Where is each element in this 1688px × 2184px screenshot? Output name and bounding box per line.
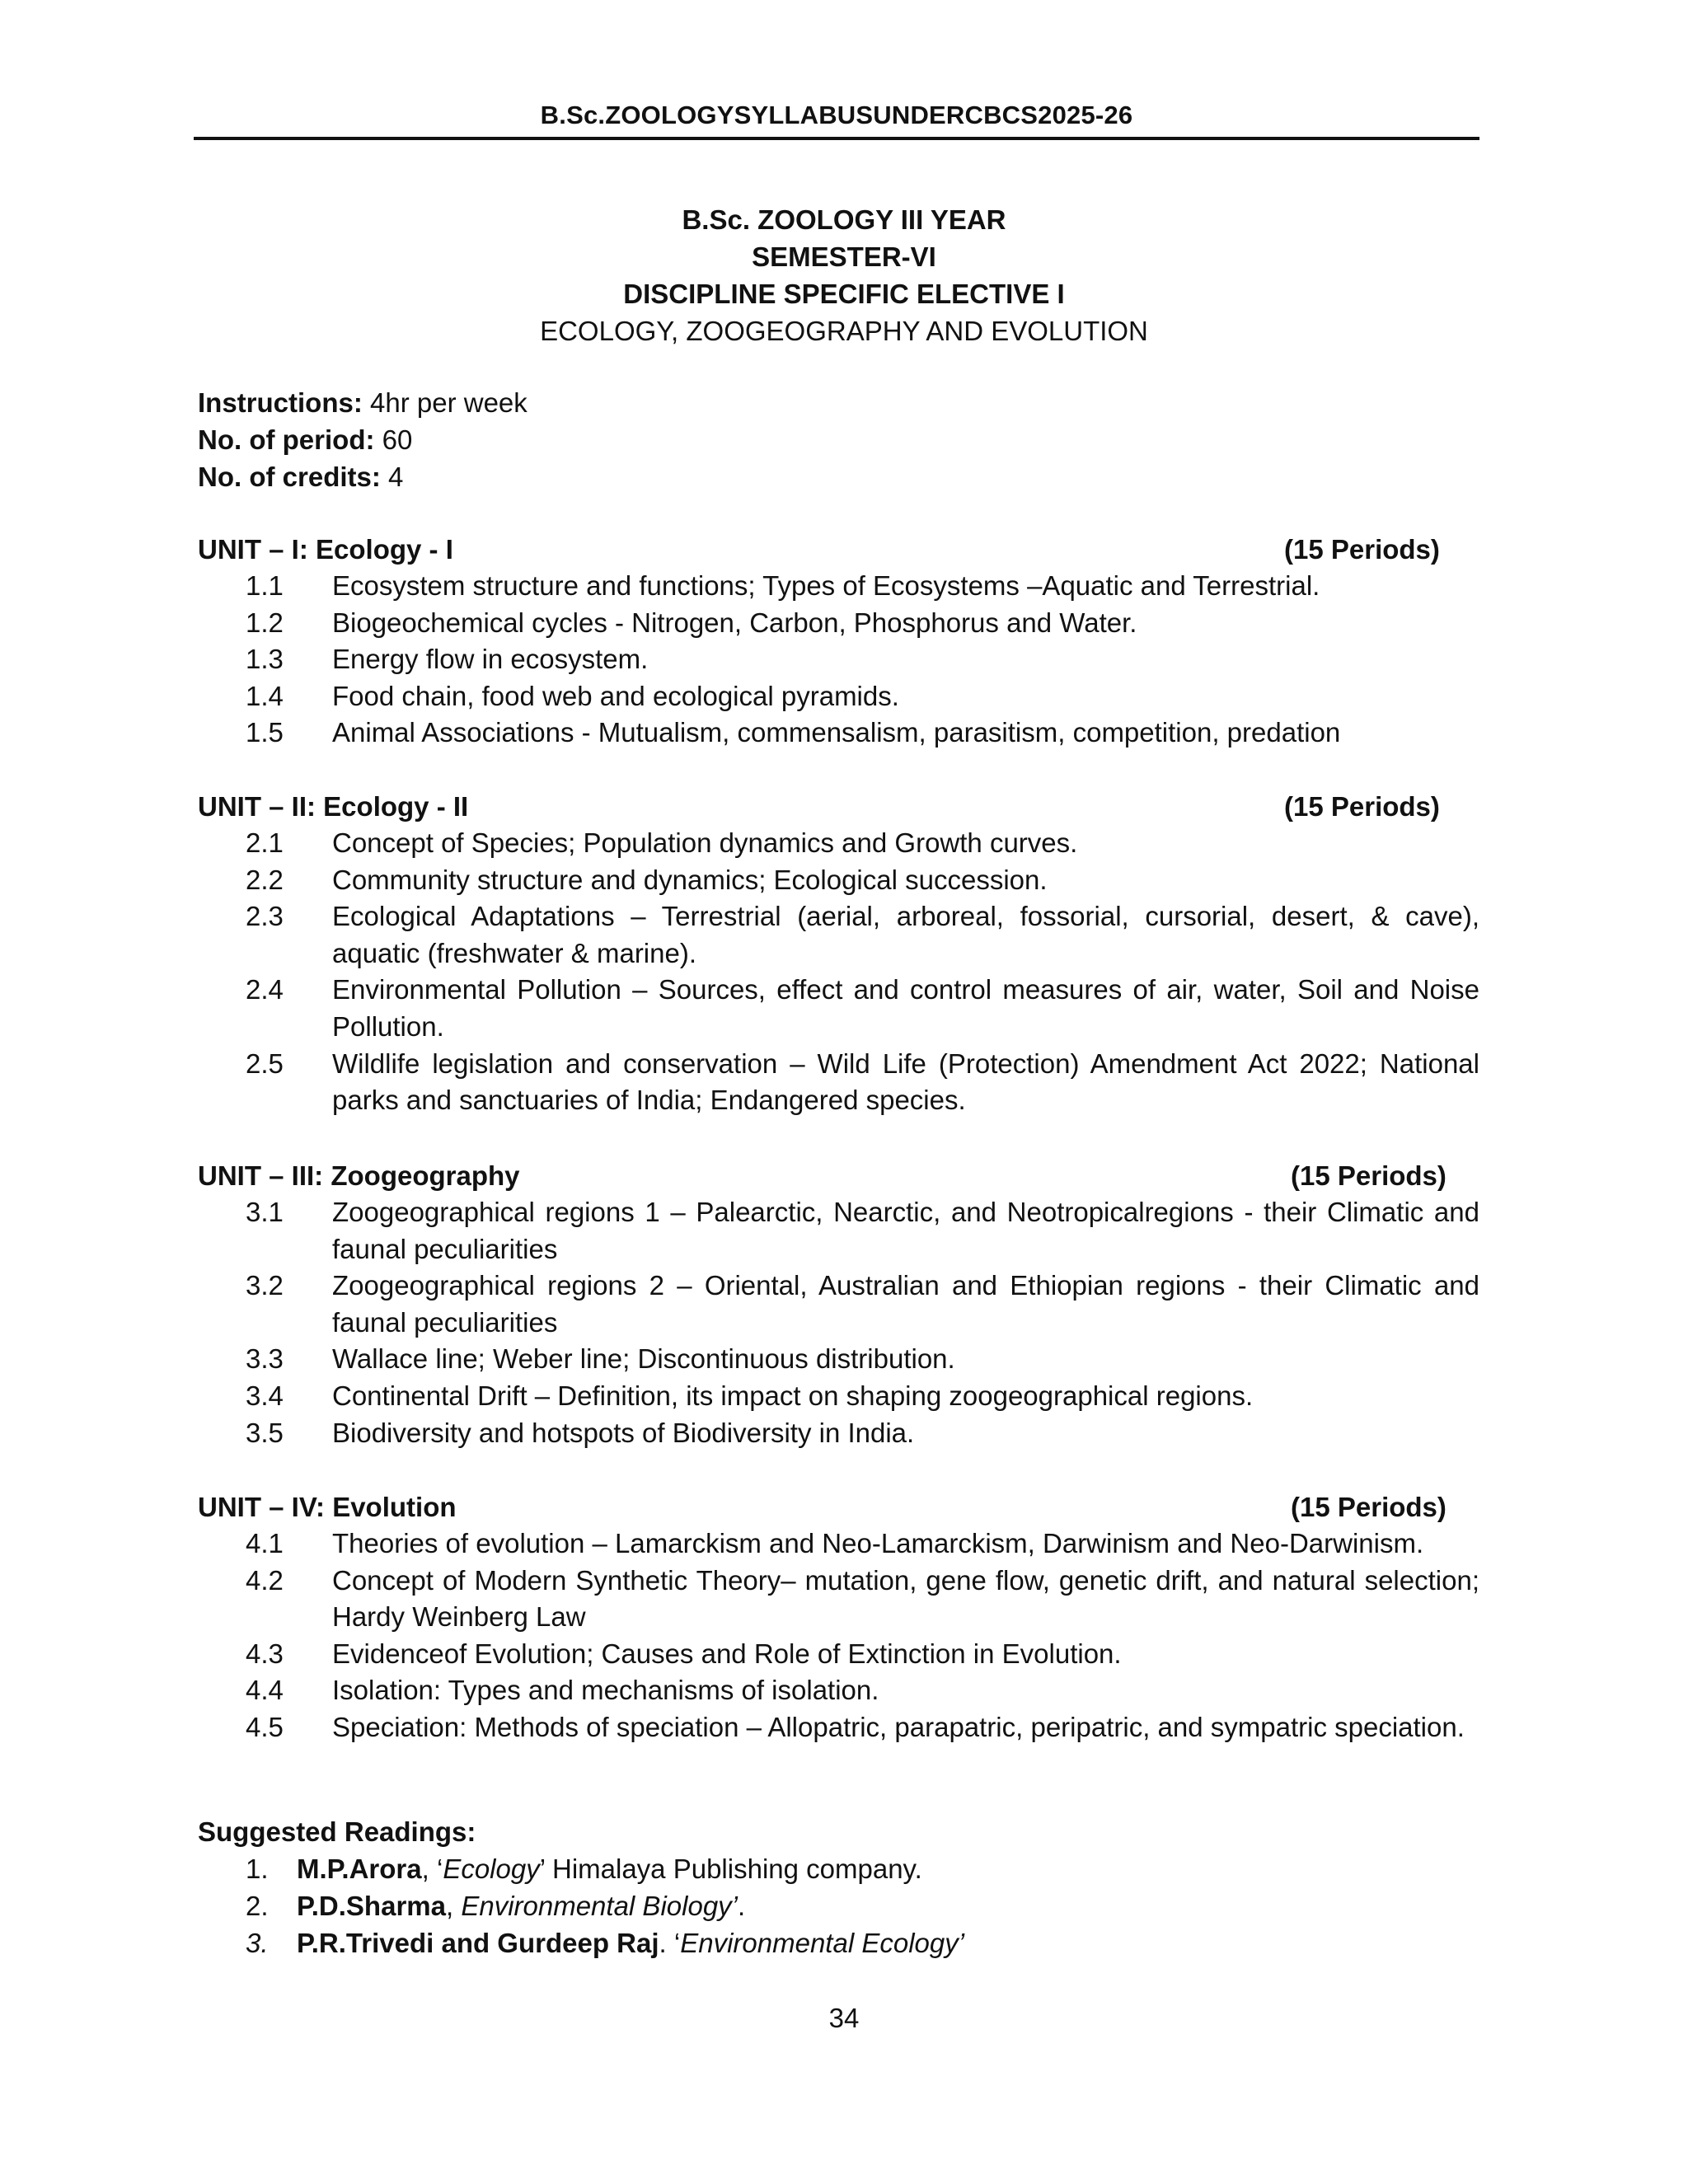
unit-title: UNIT – I: Ecology - I — [198, 534, 453, 565]
topic-item — [198, 1672, 1479, 1709]
topic-item — [198, 862, 1479, 899]
topic-text: Zoogeographical regions 2 – Oriental, Australian and Ethiopian regions - their Climatic and faunal peculiarities — [332, 1270, 1479, 1338]
instructions-row — [198, 384, 528, 421]
reading-text — [297, 1887, 745, 1924]
reading-text — [297, 1850, 922, 1887]
topic-item — [198, 1378, 1479, 1415]
topic-number: 3.4 — [246, 1380, 284, 1411]
topic-item — [198, 1268, 1479, 1341]
suggested-readings — [198, 1813, 1479, 1961]
topic-number: 4.3 — [246, 1638, 284, 1669]
topic-number: 2.4 — [246, 974, 284, 1005]
periods-row — [198, 421, 528, 458]
topic-text: Concept of Modern Synthetic Theory– mutation, gene flow, genetic drift, and natural selection; Hardy Weinberg Law — [332, 1564, 1479, 1633]
topic-number: 2.2 — [246, 864, 284, 895]
topic-text: Energy flow in ecosystem. — [332, 644, 649, 675]
unit-heading — [198, 531, 1479, 568]
reading-number: 3. — [246, 1928, 269, 1958]
topic-item — [198, 641, 1479, 678]
topic-text: Animal Associations - Mutualism, commensalism, parasitism, competition, predation — [332, 717, 1341, 748]
topic-item — [198, 1194, 1479, 1268]
topic-number: 4.5 — [246, 1711, 284, 1742]
topic-item — [198, 972, 1479, 1045]
topic-text: Wildlife legislation and conservation – Wild Life (Protection) Amendment Act 2022; National parks and sanctuaries of India; Endangered species. — [332, 1047, 1479, 1116]
reading-separator: . — [659, 1928, 674, 1958]
unit-periods: (15 Periods) — [1291, 1160, 1447, 1191]
topic-number: 3.1 — [246, 1197, 284, 1227]
topic-text: Evidenceof Evolution; Causes and Role of Extinction in Evolution. — [332, 1638, 1122, 1669]
course-title-block — [0, 201, 1688, 349]
unit-periods: (15 Periods) — [1284, 791, 1440, 822]
periods-label: No. of period: — [198, 424, 375, 455]
topic-number: 4.1 — [246, 1528, 284, 1558]
periods-value: 60 — [374, 424, 413, 455]
topic-item — [198, 825, 1479, 862]
topic-text: Theories of evolution – Lamarckism and Neo-Lamarckism, Darwinism and Neo-Darwinism. — [332, 1528, 1424, 1558]
unit-title: UNIT – II: Ecology - II — [198, 791, 469, 822]
reading-separator: , — [445, 1891, 462, 1921]
topic-text: Biogeochemical cycles - Nitrogen, Carbon, Phosphorus and Water. — [332, 607, 1137, 638]
credits-row — [198, 458, 528, 495]
topic-item — [198, 1046, 1479, 1119]
credits-value: 4 — [380, 462, 404, 492]
topic-number: 2.1 — [246, 827, 284, 858]
topic-item — [198, 605, 1479, 642]
topic-item — [198, 1636, 1479, 1673]
topic-number: 4.2 — [246, 1564, 284, 1596]
course-year-title: B.Sc. ZOOLOGY III YEAR — [682, 204, 1006, 235]
topic-number: 1.1 — [246, 570, 284, 601]
reading-item — [198, 1924, 1479, 1961]
reading-author: P.D.Sharma — [297, 1891, 446, 1921]
topic-item — [198, 568, 1479, 605]
reading-item — [198, 1887, 1479, 1924]
unit-title: UNIT – III: Zoogeography — [198, 1160, 520, 1191]
page-number: 34 — [828, 2003, 860, 2033]
reading-publisher: . — [738, 1891, 746, 1921]
readings-heading: Suggested Readings: — [198, 1816, 476, 1847]
running-header: B.Sc.ZOOLOGYSYLLABUSUNDERCBCS2025-26 — [540, 101, 1133, 129]
reading-title: Environmental Biology’ — [461, 1891, 738, 1921]
topic-text: Continental Drift – Definition, its impact on shaping zoogeographical regions. — [332, 1380, 1254, 1411]
topic-number: 1.2 — [246, 607, 284, 638]
unit-3 — [198, 1157, 1479, 1451]
unit-heading — [198, 1488, 1479, 1526]
topic-item — [198, 1563, 1479, 1636]
reading-title: Environmental Ecology’ — [680, 1928, 965, 1958]
topic-text: Concept of Species; Population dynamics and Growth curves. — [332, 827, 1078, 858]
topic-item — [198, 1415, 1479, 1452]
course-info — [198, 384, 528, 495]
topic-number: 1.4 — [246, 680, 284, 711]
topic-item — [198, 678, 1479, 715]
reading-title: Ecology — [443, 1854, 540, 1884]
topic-number: 1.3 — [246, 644, 284, 675]
topic-text: Ecological Adaptations – Terrestrial (aerial, arboreal, fossorial, cursorial, desert, & cave), aquatic (freshwater & marine). — [332, 901, 1479, 968]
topic-number: 3.2 — [246, 1270, 284, 1301]
topic-number: 1.5 — [246, 717, 284, 748]
topic-item — [198, 1709, 1479, 1746]
topic-text: Isolation: Types and mechanisms of isolation. — [332, 1675, 879, 1706]
reading-quote-close: ’ — [539, 1854, 545, 1884]
reading-quote-open: ‘ — [436, 1854, 443, 1884]
reading-number: 2. — [246, 1891, 269, 1921]
topic-number: 4.4 — [246, 1675, 284, 1706]
unit-heading — [198, 1157, 1479, 1194]
topic-item — [198, 1341, 1479, 1378]
reading-publisher: Himalaya Publishing company. — [544, 1854, 922, 1884]
instructions-value: 4hr per week — [362, 387, 528, 418]
topic-text: Community structure and dynamics; Ecological succession. — [332, 864, 1048, 895]
topic-number: 2.3 — [246, 901, 284, 932]
topic-item — [198, 715, 1479, 752]
unit-1 — [198, 531, 1479, 752]
reading-author: P.R.Trivedi and Gurdeep Raj — [297, 1928, 659, 1958]
unit-periods: (15 Periods) — [1284, 534, 1440, 565]
unit-2 — [198, 788, 1479, 1119]
topic-item — [198, 1526, 1479, 1563]
topic-text: Environmental Pollution – Sources, effect and control measures of air, water, Soil and Noise Pollution. — [332, 974, 1479, 1042]
unit-title: UNIT – IV: Evolution — [198, 1492, 457, 1522]
topic-number: 3.5 — [246, 1417, 284, 1448]
header-divider — [194, 137, 1479, 140]
unit-periods: (15 Periods) — [1291, 1492, 1447, 1522]
reading-author: M.P.Arora — [297, 1854, 422, 1884]
reading-text — [297, 1924, 964, 1961]
reading-separator: , — [421, 1854, 437, 1884]
elective-title: DISCIPLINE SPECIFIC ELECTIVE I — [623, 279, 1065, 309]
topic-text: Speciation: Methods of speciation – Allopatric, parapatric, peripatric, and sympatric speciation. — [332, 1711, 1465, 1742]
topic-number: 3.3 — [246, 1343, 284, 1375]
instructions-label: Instructions: — [198, 387, 363, 418]
unit-heading — [198, 788, 1479, 825]
topic-item — [198, 898, 1479, 972]
reading-item — [198, 1850, 1479, 1887]
topic-number: 2.5 — [246, 1047, 284, 1079]
credits-label: No. of credits: — [198, 462, 381, 492]
unit-4 — [198, 1488, 1479, 1746]
topic-text: Food chain, food web and ecological pyramids. — [332, 680, 899, 711]
reading-quote-open: ‘ — [673, 1928, 681, 1958]
semester-title: SEMESTER-VI — [752, 241, 936, 272]
reading-number: 1. — [246, 1854, 269, 1884]
topic-text: Wallace line; Weber line; Discontinuous distribution. — [332, 1343, 955, 1375]
topic-text: Ecosystem structure and functions; Types of Ecosystems –Aquatic and Terrestrial. — [332, 570, 1320, 601]
topic-text: Zoogeographical regions 1 – Palearctic, Nearctic, and Neotropicalregions - their Climatic and faunal peculiarities — [332, 1197, 1479, 1264]
topic-text: Biodiversity and hotspots of Biodiversity in India. — [332, 1417, 915, 1448]
paper-title: ECOLOGY, ZOOGEOGRAPHY AND EVOLUTION — [540, 316, 1148, 346]
